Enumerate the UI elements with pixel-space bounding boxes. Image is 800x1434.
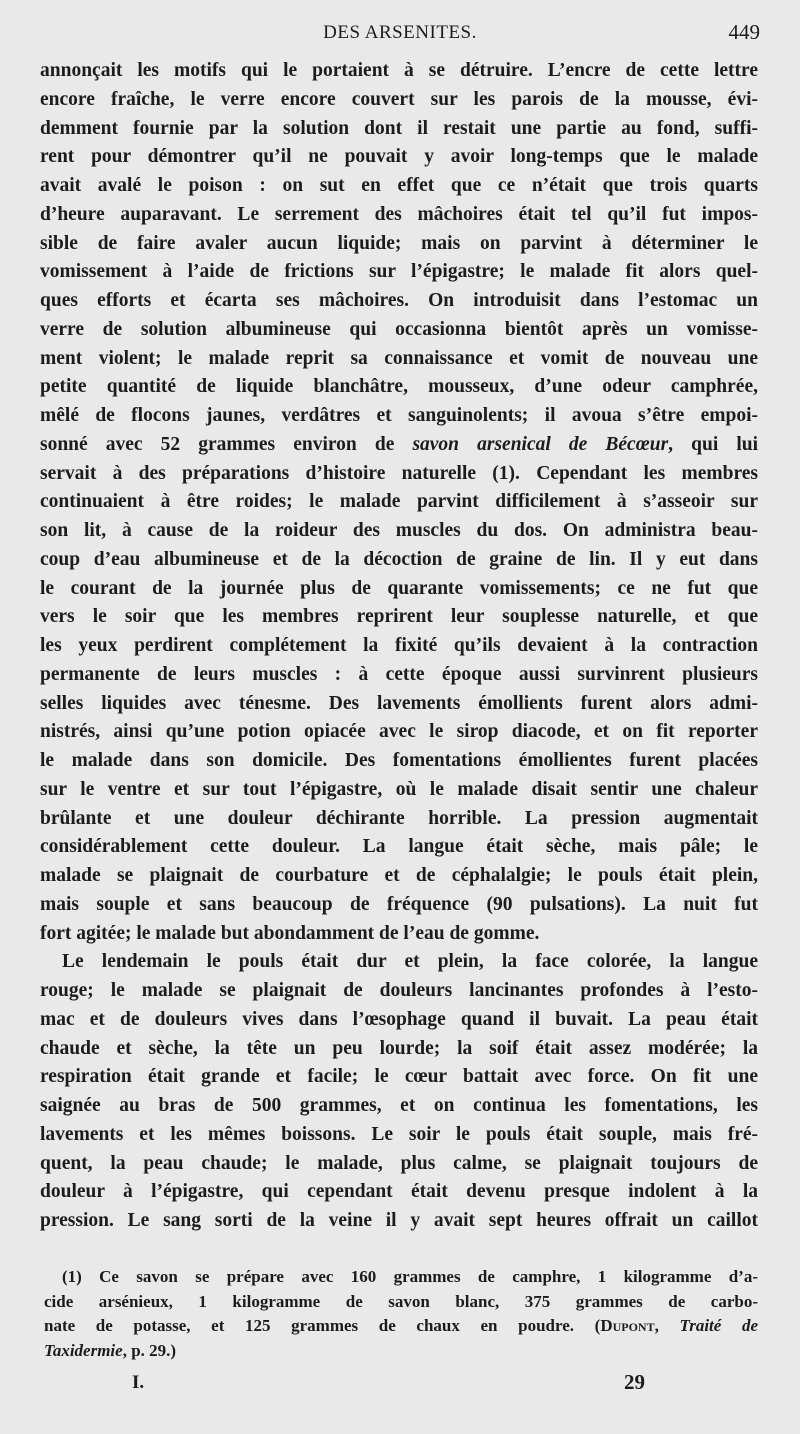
text-segment: sonné avec 52 grammes environ de xyxy=(40,433,413,455)
text-line: mais souple et sans beaucoup de fréquence (90 pulsations). La nuit fut xyxy=(40,893,758,915)
text-line: demment fournie par la solution dont il restait une partie au fond, suffi- xyxy=(40,117,758,139)
text-line: rouge; le malade se plaignait de douleurs lancinantes profondes à l’esto- xyxy=(40,980,758,1001)
text-line-with-italic xyxy=(40,431,758,460)
text-line: le courant de la journée plus de quarante vomissements; ce ne fut que xyxy=(40,577,758,599)
text-line: saignée au bras de 500 grammes, et on continua les fomentations, les xyxy=(40,1095,758,1116)
text-line: d’heure auparavant. Le serrement des mâchoires était tel qu’il fut impos- xyxy=(40,203,758,225)
running-head xyxy=(40,18,760,48)
text-line: verre de solution albumineuse qui occasionna bientôt après un vomisse- xyxy=(40,318,758,340)
footnote xyxy=(44,1265,758,1363)
text-line: Le lendemain le pouls était dur et plein, la face colorée, la langue xyxy=(62,951,758,973)
footnote-book-title: Taxidermie xyxy=(44,1340,123,1360)
volume-signature: I. xyxy=(132,1372,145,1393)
footnote-book-title: Traité de xyxy=(679,1316,758,1335)
text-line: vers le soir que les membres reprirent leur souplesse naturelle, et que xyxy=(40,606,758,628)
text-line: avait avalé le poison : on sut en effet que ce n’était que trois quarts xyxy=(40,175,758,196)
running-title: DES ARSENITES. xyxy=(323,22,477,43)
page-number: 449 xyxy=(728,20,760,44)
text-line: sur le ventre et sur tout l’épigastre, où le malade disait sentir une chaleur xyxy=(40,778,758,800)
text-line: rent pour démontrer qu’il ne pouvait y avoir long-temps que le malade xyxy=(40,146,758,168)
text-segment: , qui lui xyxy=(668,433,758,455)
footnote-segment: nate de potasse, et 125 grammes de chaux en poudre. ( xyxy=(44,1316,601,1335)
footnote-segment: , xyxy=(654,1316,680,1335)
text-line: continuaient à être roides; le malade parvint difficilement à s’asseoir sur xyxy=(40,491,758,513)
text-line: lavements et les mêmes boissons. Le soir le pouls était souple, mais fré- xyxy=(40,1123,758,1145)
sheet-number: 29 xyxy=(624,1370,645,1394)
text-line: son lit, à cause de la roideur des muscles du dos. On administra beau- xyxy=(40,520,758,541)
body-text xyxy=(40,57,758,1236)
text-line: nistrés, ainsi qu’une potion opiacée avec le sirop diacode, et on fit reporter xyxy=(40,721,758,743)
text-line: fort agitée; le malade but abondamment de l’eau de gomme. xyxy=(40,922,540,944)
text-line: quent, la peau chaude; le malade, plus calme, se plaignait toujours de xyxy=(40,1152,758,1174)
footnote-line xyxy=(44,1339,758,1364)
text-line: annonçait les motifs qui le portaient à se détruire. L’encre de cette lettre xyxy=(40,60,758,81)
text-line: ment violent; le malade reprit sa connaissance et vomit de nouveau une xyxy=(40,347,758,369)
footnote-line: cide arsénieux, 1 kilogramme de savon blanc, 375 grammes de carbo- xyxy=(44,1291,758,1311)
text-line: petite quantité de liquide blanchâtre, mousseux, d’une odeur camphrée, xyxy=(40,376,758,398)
text-line: vomissement à l’aide de frictions sur l’épigastre; le malade fit alors quel- xyxy=(40,261,758,283)
text-line: mac et de douleurs vives dans l’œsophage quand il buvait. La peau était xyxy=(40,1008,758,1030)
footnote-line: (1) Ce savon se prépare avec 160 grammes de camphre, 1 kilogramme d’a- xyxy=(62,1267,758,1286)
text-line: mêlé de flocons jaunes, verdâtres et sanguinolents; il avoua s’être empoi- xyxy=(40,405,758,426)
text-line: ques efforts et écarta ses mâchoires. On introduisit dans l’estomac un xyxy=(40,290,758,311)
footnote-segment: , p. 29.) xyxy=(122,1340,177,1360)
text-line: respiration était grande et facile; le cœur battait avec force. On fit une xyxy=(40,1066,758,1088)
text-line: coup d’eau albumineuse et de la décoction de graine de lin. Il y eut dans xyxy=(40,548,758,570)
text-line: servait à des préparations d’histoire naturelle (1). Cependant les membres xyxy=(40,462,758,484)
text-line: brûlante et une douleur déchirante horrible. La pression augmentait xyxy=(40,807,758,829)
footnote-author: Dupont xyxy=(600,1316,655,1335)
text-line: les yeux perdirent complétement la fixité qu’ils devaient à la contraction xyxy=(40,635,758,656)
text-line: selles liquides avec ténesme. Des lavements émollients furent alors admi- xyxy=(40,692,758,714)
text-line: pression. Le sang sorti de la veine il y avait sept heures offrait un caillot xyxy=(40,1210,758,1231)
italic-phrase: savon arsenical de Bécœur xyxy=(412,433,669,455)
footnote-line xyxy=(44,1314,758,1339)
text-line: encore fraîche, le verre encore couvert sur les parois de la mousse, évi- xyxy=(40,88,758,110)
text-line: considérablement cette douleur. La langue était sèche, mais pâle; le xyxy=(40,836,758,858)
text-line: malade se plaignait de courbature et de céphalalgie; le pouls était plein, xyxy=(40,865,758,886)
text-line: chaude et sèche, la tête un peu lourde; la soif était assez modérée; la xyxy=(40,1037,758,1059)
text-line: permanente de leurs muscles : à cette époque aussi survinrent plusieurs xyxy=(40,663,758,685)
text-line: douleur à l’épigastre, qui cependant était devenu presque indolent à la xyxy=(40,1181,758,1203)
text-line: sible de faire avaler aucun liquide; mais on parvint à déterminer le xyxy=(40,232,758,254)
text-line: le malade dans son domicile. Des fomentations émollientes furent placées xyxy=(40,750,758,771)
